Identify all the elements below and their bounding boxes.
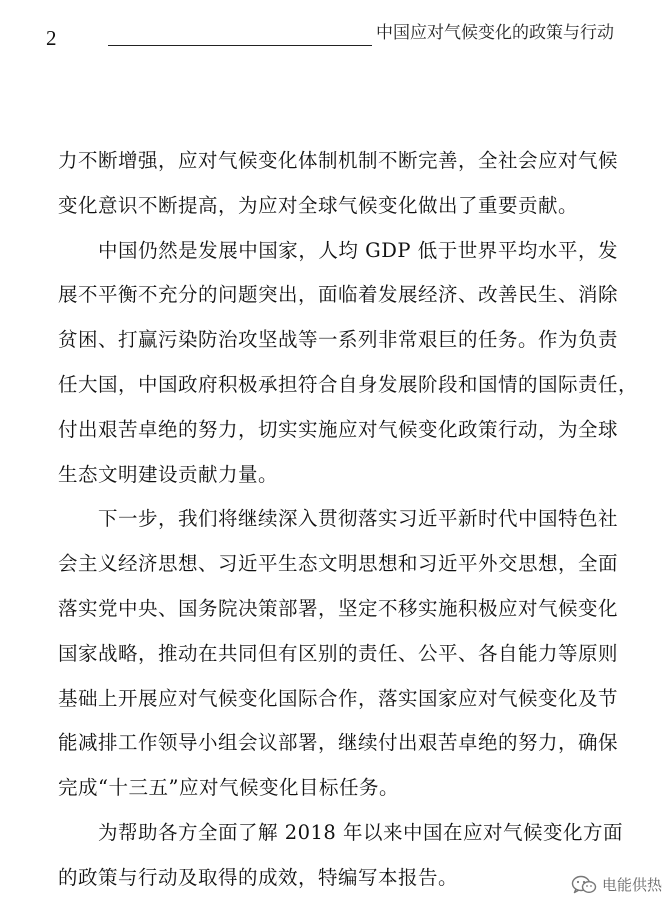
text-line: 的政策与行动及取得的成效，特编写本报告。 — [58, 865, 459, 889]
page-header — [0, 0, 672, 60]
watermark — [571, 874, 662, 895]
paragraph-3 — [58, 497, 618, 811]
text-line: 国家战略，推动在共同但有区别的责任、公平、各自能力等原则 — [58, 641, 619, 665]
text-line: 展不平衡不充分的问题突出，面临着发展经济、改善民生、消除 — [58, 283, 619, 307]
watermark-text: 电能供热 — [601, 876, 662, 894]
text-line: 基础上开展应对气候变化国际合作，落实国家应对气候变化及节 — [58, 686, 619, 710]
text-line: 能减排工作领导小组会议部署，继续付出艰苦卓绝的努力，确保 — [58, 731, 619, 755]
text-line: 会主义经济思想、习近平生态文明思想和习近平外交思想，全面 — [58, 552, 619, 576]
text-line: 完成“十三五”应对气候变化目标任务。 — [58, 776, 399, 800]
text-line: 任大国，中国政府积极承担符合自身发展阶段和国情的国际责任， — [58, 372, 639, 396]
text-line: 落实党中央、国务院决策部署，坚定不移实施积极应对气候变化 — [58, 596, 619, 620]
paragraph-4 — [58, 811, 624, 901]
text-line: 力不断增强，应对气候变化体制机制不断完善，全社会应对气候 — [58, 149, 619, 172]
text-line: 贫困、打赢污染防治攻坚战等一系列非常艰巨的任务。作为负责 — [58, 328, 619, 352]
text-line: 付出艰苦卓绝的努力，切实实施应对气候变化政策行动，为全球 — [58, 417, 619, 441]
paragraph-1 — [58, 139, 618, 229]
paragraph-2 — [58, 229, 639, 498]
text-line: 为帮助各方全面了解 2018 年以来中国在应对气候变化方面 — [98, 820, 624, 844]
text-line: 生态文明建设贡献力量。 — [58, 462, 279, 486]
wechat-icon — [571, 875, 597, 895]
text-line: 中国仍然是发展中国家，人均 GDP 低于世界平均水平，发 — [98, 238, 618, 262]
text-line: 下一步，我们将继续深入贯彻落实习近平新时代中国特色社 — [98, 507, 619, 531]
running-title: 中国应对气候变化的政策与行动 — [376, 23, 614, 43]
text-line: 变化意识不断提高，为应对全球气候变化做出了重要贡献。 — [58, 193, 579, 217]
header-rule — [108, 45, 372, 46]
page-number: 2 — [46, 26, 57, 50]
